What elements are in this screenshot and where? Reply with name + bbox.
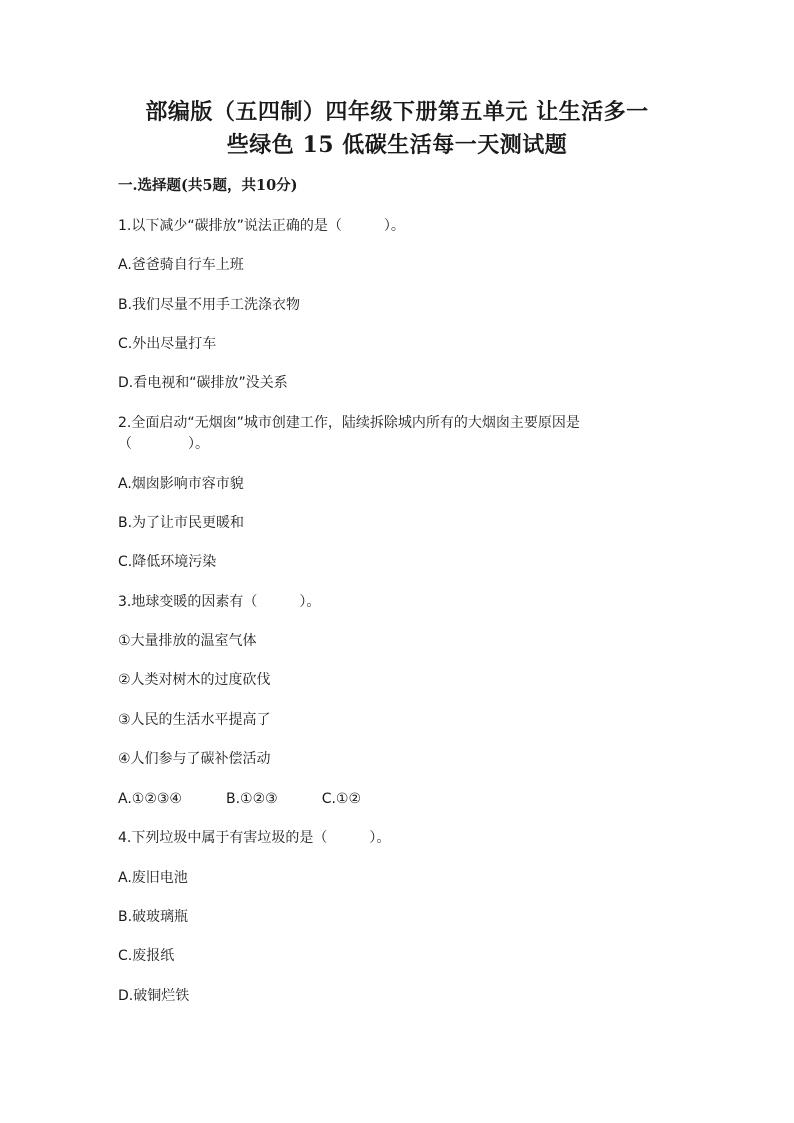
question-3-statement-4: ④人们参与了碳补偿活动 (118, 751, 271, 767)
question-1-option-c: C.外出尽量打车 (118, 336, 217, 352)
question-3-options-row (118, 789, 405, 809)
question-4-option-d: D.破铜烂铁 (118, 988, 190, 1004)
document-title-line-2: 些绿色 15 低碳生活每一天测试题 (226, 132, 568, 158)
question-4-option-b: B.破玻璃瓶 (118, 909, 189, 925)
question-2-option-b: B.为了让市民更暖和 (118, 515, 245, 531)
question-1-option-d: D.看电视和“碳排放”没关系 (118, 375, 288, 391)
question-3-option-c: C.①② (321, 791, 362, 807)
question-3-option-b: B.①②③ (225, 791, 278, 807)
question-3-stem: 3.地球变暖的因素有（ ）。 (118, 594, 321, 610)
question-4-stem: 4.下列垃圾中属于有害垃圾的是（ ）。 (118, 830, 391, 846)
section-heading: 一.选择题(共5题，共10分) (118, 177, 298, 194)
question-3-statement-2: ②人类对树木的过度砍伐 (118, 672, 271, 688)
question-4-option-a: A.废旧电池 (118, 870, 188, 886)
question-3-statement-1: ①大量排放的温室气体 (118, 633, 257, 649)
question-2-stem-line-2: （ ）。 (118, 436, 209, 452)
question-1-option-b: B.我们尽量不用手工洗涤衣物 (118, 297, 301, 313)
document-title-line-1: 部编版（五四制）四年级下册第五单元 让生活多一 (145, 99, 649, 125)
question-3-statement-3: ③人民的生活水平提高了 (118, 712, 271, 728)
question-1-stem: 1.以下减少“碳排放”说法正确的是（ ）。 (118, 218, 405, 234)
question-4-option-c: C.废报纸 (118, 948, 175, 964)
question-2-option-a: A.烟囱影响市容市貌 (118, 476, 244, 492)
question-1-option-a: A.爸爸骑自行车上班 (118, 257, 244, 273)
question-2-option-c: C.降低环境污染 (118, 554, 217, 570)
question-2-stem-line-1: 2.全面启动“无烟囱”城市创建工作，陆续拆除城内所有的大烟囱主要原因是 (118, 415, 580, 431)
question-3-option-a: A.①②③④ (118, 791, 182, 807)
